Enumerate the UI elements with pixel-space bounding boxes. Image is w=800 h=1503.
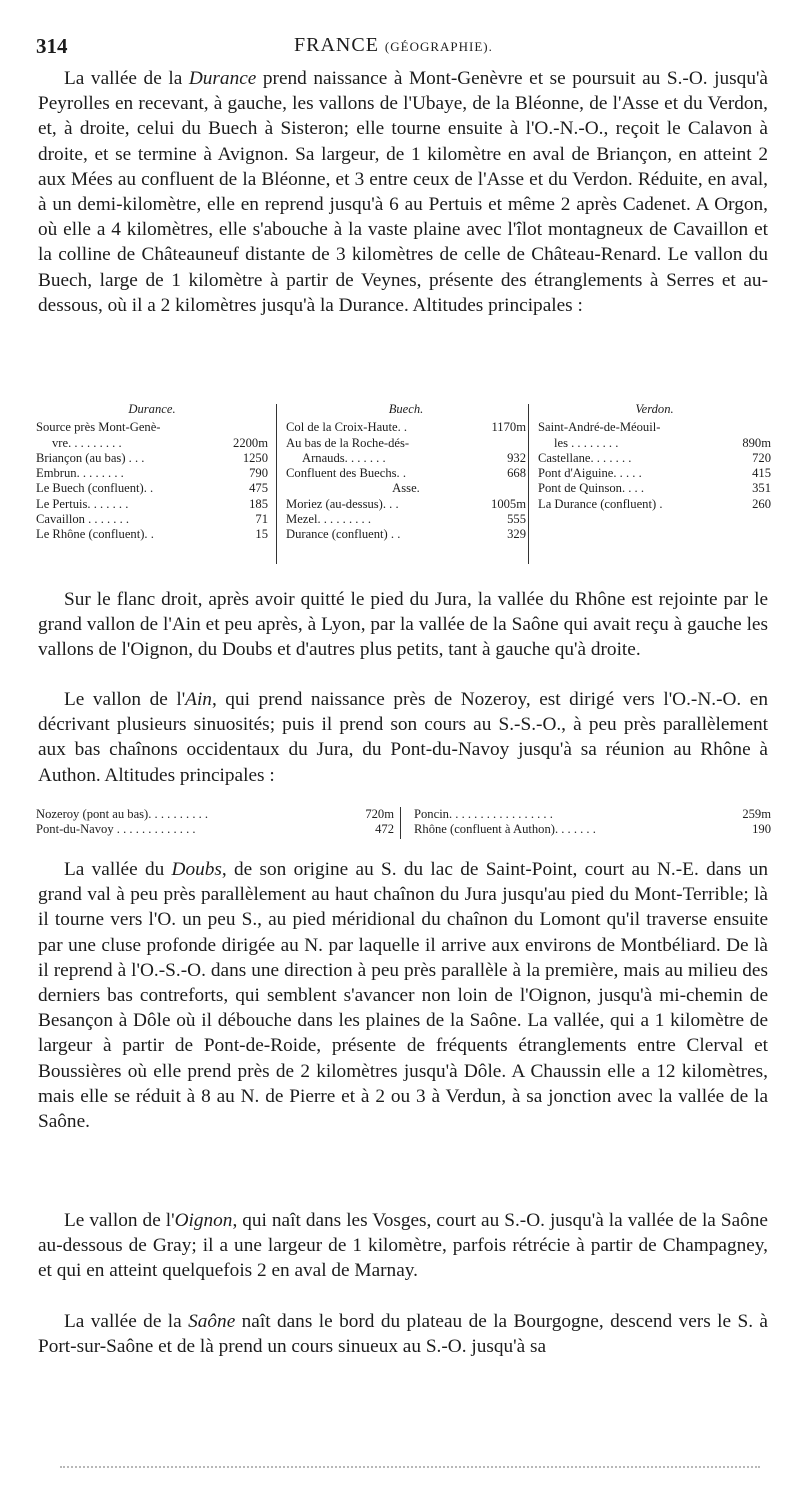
column-divider	[528, 404, 529, 564]
place-name: Le Buech (confluent). .	[36, 481, 154, 496]
altitude-value: 932	[507, 450, 526, 465]
table-row	[286, 481, 526, 496]
table-row	[414, 807, 771, 822]
place-name: Col de la Croix-Haute. .	[286, 420, 408, 435]
table-row	[36, 451, 268, 466]
altitude-value: 71	[255, 512, 268, 527]
place-name: Cavaillon . . . . . . .	[36, 512, 130, 527]
table-row	[36, 497, 268, 512]
place-name: Arnauds. . . . . . .	[302, 450, 386, 465]
table-column-durance	[36, 402, 268, 543]
paragraph-oignon	[38, 1208, 768, 1284]
table-row	[286, 497, 526, 512]
table-row	[286, 466, 526, 481]
altitude-value: 1250	[242, 450, 268, 465]
column-divider	[276, 404, 277, 564]
altitude-table-durance	[36, 402, 771, 572]
para-text: , qui naît dans les Vosges, court au S.-O. jusqu'à la vallée de la Saône au-dessous de Gray; il a une largeur de 1 kilomètre, parfois rétrécie à partir de Champagney, et qui en atteint quelquefois 2 en aval de Marnay.	[38, 1210, 768, 1282]
altitude-value: 1170m	[491, 420, 526, 435]
table-row	[538, 497, 771, 512]
table-row	[538, 436, 771, 451]
river-name: Doubs	[171, 859, 222, 880]
para-text: , de son origine au S. du lac de Saint-Point, court au N.-E. dans un grand val à peu près parallèlement au haut chaînon du Jura jusqu'au pied du Mont-Terrible; là il tourne vers l'O. un peu S., au pied méridional du chaînon du Lomont qu'il traverse ensuite par une cluse profonde dirigée au N. par laquelle il arrive aux environs de Montbéliard. De là il reprend à l'O.-S.-O. dans une direction à peu près parallèle à la première, mais au milieu des derniers bas contreforts, qui semblent s'avancer non loin de l'Oignon, jusqu'à mi-chemin de Besançon à Dôle où il débouche dans les plaines de la Saône. La vallée, qui a 1 kilomètre de largeur à partir de Pont-de-Roide, présente de fréquents étranglements entre Clerval et Boussières où elle prend près de 2 kilomètres jusqu'à Dôle. A Chaussin elle a 12 kilomètres, mais elle se réduit à 8 au N. de Pierre et à 2 ou 3 à Verdun, à sa jonction avec la vallée de la Saône.	[38, 859, 768, 1133]
altitude-value: 890m	[742, 435, 771, 450]
table-row	[286, 436, 526, 451]
place-name: Rhône (confluent à Authon). . . . . . .	[414, 822, 596, 837]
place-name: les . . . . . . . .	[554, 435, 619, 450]
place-name: Moriez (au-dessus). . .	[286, 496, 399, 511]
altitude-value: 259m	[742, 807, 771, 821]
table-row	[414, 822, 771, 837]
altitude-value	[262, 420, 268, 435]
altitude-value	[520, 436, 526, 451]
page-number: 314	[36, 34, 68, 58]
paragraph-rhone: Sur le flanc droit, après avoir quitté le pied du Jura, la vallée du Rhône est rejointe par le grand vallon de l'Ain et peu après, à Lyon, par la vallée de la Saône qui avait reçu à gauche les vallons de l'Oignon, du Doubs et d'autres plus petits, tant à gauche qu'à droite.	[38, 589, 768, 661]
place-name: Le Rhône (confluent). .	[36, 527, 154, 542]
column-heading: Buech.	[388, 402, 424, 416]
river-name: Durance	[188, 68, 257, 89]
altitude-value: 2200m	[233, 435, 268, 450]
altitude-value: 185	[249, 496, 268, 511]
para-text: La vallée du	[64, 859, 172, 880]
altitude-value: 720m	[365, 807, 394, 821]
running-title	[294, 34, 493, 57]
place-name: Embrun. . . . . . . .	[36, 466, 124, 481]
table-row	[36, 512, 268, 527]
altitude-value: 790	[249, 466, 268, 481]
altitude-value	[765, 420, 771, 435]
table-row	[36, 436, 268, 451]
table-row	[286, 527, 526, 542]
place-name: Confluent des Buechs. .	[286, 466, 406, 481]
table-row	[538, 420, 771, 435]
bleed-through-line	[60, 1466, 760, 1470]
paragraph-saone	[38, 1309, 768, 1359]
altitude-value: 329	[507, 527, 526, 542]
running-title-sub: (GÉOGRAPHIE).	[384, 39, 493, 54]
paragraph-doubs	[38, 857, 768, 1134]
river-name: Ain	[185, 689, 212, 710]
altitude-value: 472	[375, 822, 394, 837]
para-text: La vallée de la	[64, 1311, 189, 1332]
altitude-value: 475	[249, 481, 268, 496]
table-row	[36, 527, 268, 542]
altitude-value: 15	[255, 527, 268, 542]
place-name: Pont-du-Navoy . . . . . . . . . . . . .	[36, 822, 196, 837]
table-row	[36, 420, 268, 435]
table-row	[538, 481, 771, 496]
table-row	[286, 512, 526, 527]
place-name: Au bas de la Roche-dés-	[286, 435, 410, 450]
place-name: Source près Mont-Genè-	[36, 420, 161, 435]
table-column-buech	[286, 402, 526, 543]
table-row	[36, 822, 394, 837]
place-name: Durance (confluent) . .	[286, 527, 401, 542]
table-row	[538, 466, 771, 481]
table-row	[36, 466, 268, 481]
column-divider	[400, 807, 401, 839]
place-name: Briançon (au bas) . . .	[36, 450, 145, 465]
place-name: Saint-André-de-Méouil-	[538, 420, 661, 435]
place-name: Castellane. . . . . . .	[538, 450, 632, 465]
altitude-value: 668	[507, 466, 526, 481]
para-text: , qui prend naissance près de Nozeroy, est dirigé vers l'O.-N.-O. en décrivant plusieurs sinuosités; puis il prend son cours au S.-S.-O., à peu près parallèlement aux bas chaînons occidentaux du Jura, du Pont-du-Navoy jusqu'à sa réunion au Rhône à Authon. Altitudes principales :	[38, 689, 768, 786]
place-name: La Durance (confluent) .	[538, 496, 663, 511]
para-text: La vallée de la	[64, 68, 189, 89]
para-text: naît dans le bord du plateau de la Bourgogne, descend vers le S. à Port-sur-Saône et de là prend un cours sinueux au S.-O. jusqu'à sa	[38, 1311, 768, 1358]
column-heading: Verdon.	[635, 402, 674, 416]
running-title-main: FRANCE	[294, 34, 379, 56]
place-name: vre. . . . . . . . .	[52, 435, 122, 450]
table-row	[286, 420, 526, 435]
altitude-value: 351	[752, 481, 771, 496]
paragraph-durance	[38, 66, 768, 318]
table-row	[36, 807, 394, 822]
altitude-value: 555	[507, 512, 526, 527]
altitude-value: 190	[752, 822, 771, 837]
place-name: Poncin. . . . . . . . . . . . . . . . .	[414, 807, 553, 821]
page-header	[36, 34, 771, 64]
paragraph-ain	[38, 687, 768, 788]
altitude-table-ain	[36, 807, 771, 841]
column-heading: Durance.	[128, 402, 176, 416]
altitude-value: 260	[752, 496, 771, 511]
para-text: prend naissance à Mont-Genèvre et se poursuit au S.-O. jusqu'à Peyrolles en recevant, à gauche, les vallons de l'Ubaye, de la Bléonne, de l'Asse et du Verdon, et, à droite, celui du Buech à Sisteron; elle tourne ensuite à l'O.-N.-O., reçoit le Calavon à droite, et se termine à Avignon. Sa largeur, de 1 kilomètre en aval de Briançon, en atteint 2 aux Mées au confluent de la Bléonne, et 3 entre ceux de l'Asse et du Verdon. Réduite, en aval, à un demi-kilomètre, elle en reprend jusqu'à 6 au Pertuis et même 2 après Cadenet. A Orgon, où elle a 4 kilomètres, elle s'abouche à la vaste plaine avec l'îlot montagneux de Cavaillon et la colline de Châteauneuf distante de 3 kilomètres de celle de Château-Renard. Le vallon du Buech, large de 1 kilomètre à partir de Veynes, présente des étranglements à Serres et au-dessous, où il a 2 kilomètres jusqu'à la Durance. Altitudes principales :	[38, 68, 768, 316]
place-name: Mezel. . . . . . . . .	[286, 512, 371, 527]
place-name: Pont d'Aiguine. . . . .	[538, 466, 642, 481]
place-name: Asse.	[392, 481, 420, 496]
para-text: Le vallon de l'	[64, 689, 186, 710]
table-row	[538, 451, 771, 466]
para-text: Le vallon de l'	[64, 1210, 175, 1231]
table-row	[36, 481, 268, 496]
table-column-right	[414, 807, 771, 838]
altitude-value: 720	[752, 450, 771, 465]
altitude-value: 415	[752, 466, 771, 481]
table-row	[286, 451, 526, 466]
place-name: Pont de Quinson. . . .	[538, 481, 645, 496]
place-name: Le Pertuis. . . . . . .	[36, 496, 129, 511]
place-name: Nozeroy (pont au bas). . . . . . . . . .	[36, 807, 209, 821]
river-name: Oignon	[174, 1210, 233, 1231]
river-name: Saône	[188, 1311, 236, 1332]
table-column-verdon	[538, 402, 771, 512]
table-column-left	[36, 807, 394, 838]
altitude-value: 1005m	[491, 496, 526, 511]
